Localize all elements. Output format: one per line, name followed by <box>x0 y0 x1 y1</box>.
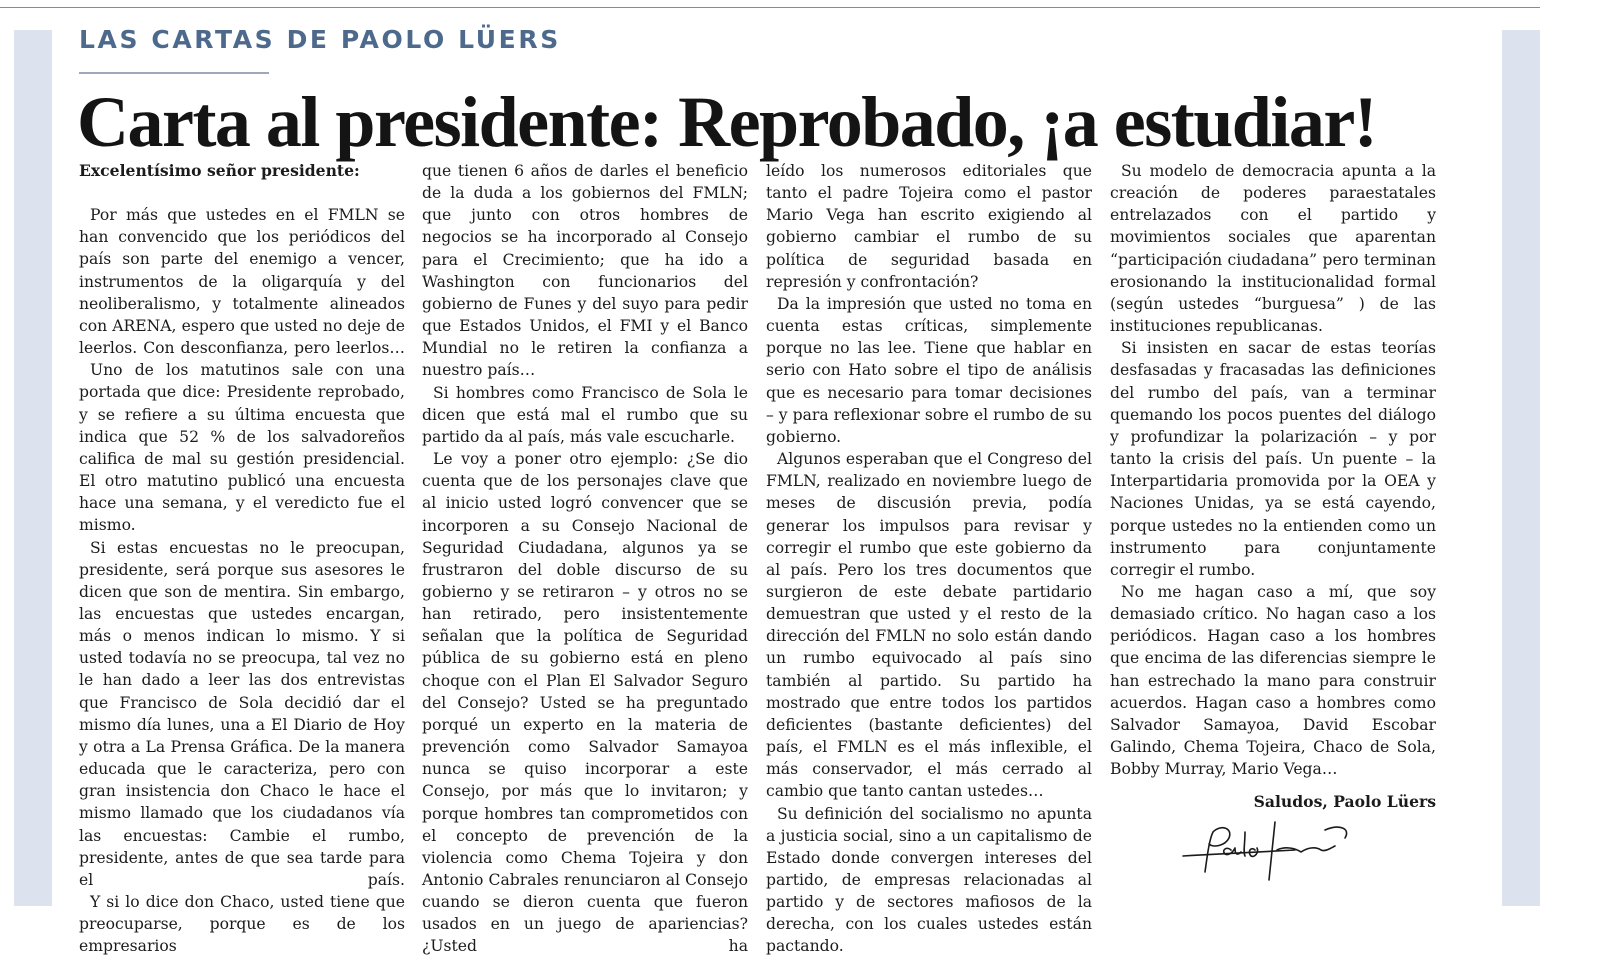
paragraph: Da la impresión que usted no toma en cuenta estas críticas, simplemente porque no las lee. Tiene que hablar en serio con Hato sobre el tipo de análisis que es necesario para tomar decisiones – y para reflexionar sobre el rumbo de su gobierno. <box>766 294 1092 446</box>
section-kicker: LAS CARTAS DE PAOLO LÜERS <box>79 25 561 54</box>
signoff: Saludos, Paolo Lüers <box>1253 792 1436 812</box>
paragraph: Si insisten en sacar de estas teorías desfasadas y fracasadas las definiciones del rumbo del país, van a terminar quemando los pocos puentes del diálogo y profundizar la polarización – y por tanto la crisis del país. Un puente – la Interpartidaria promovida por la OEA y Naciones Unidas, ya se está cayendo, porque ustedes no la entienden como un instrumento para conjuntamente corregir el rumbo. <box>1110 339 1436 579</box>
right-margin-bar <box>1502 30 1540 906</box>
paragraph: Su definición del socialismo no apunta a justicia social, sino a un capitalismo de Estado donde convergen intereses del partido, de empresas relacionadas al partido y de sectores mafiosos de la derecha, con los cuales ustedes están pactando. <box>766 804 1092 956</box>
salutation: Excelentísimo señor presidente: <box>79 161 360 180</box>
paragraph: Uno de los matutinos sale con una portada que dice: Presidente reprobado, y se refiere a su última encuesta que indica que 52 % de los salvadoreños califica de mal su gestión presidencial. El otro matutino publicó una encuesta hace una semana, y el veredicto fue el mismo. <box>79 361 405 535</box>
paragraph: Le voy a poner otro ejemplo: ¿Se dio cuenta que de los personajes clave que al inicio usted logró convencer que se incorporen a su Consejo Nacional de Seguridad Ciudadana, algunos ya se frustraron del doble discurso de su gobierno y se retiraron – y otros no se han retirado, pero insistentemente señalan que la política de Seguridad pública de su gobierno está en pleno choque con el Plan El Salvador Seguro del Consejo? Usted se ha preguntado porqué un experto en la materia de prevención como Salvador Samayoa nunca se quiso incorporar a este Consejo, por más que lo invitaron; y porque hombres tan comprometidos con el concepto de prevención de la violencia como Chema Tojeira y don Antonio Cabrales renunciaron al Consejo cuando se dieron cuenta que fueron usados en un juego de apariencias? ¿Usted ha <box>422 450 748 956</box>
paragraph: Si hombres como Francisco de Sola le dicen que está mal el rumbo que su partido da al país, más vale escucharle. <box>422 383 748 446</box>
handwritten-signature <box>1175 810 1365 890</box>
top-rule <box>0 7 1540 8</box>
article-headline: Carta al presidente: Reprobado, ¡a estudiar! <box>77 82 1377 162</box>
article-column-4 <box>1110 160 1436 814</box>
paragraph: que tienen 6 años de darles el beneficio de la duda a los gobiernos del FMLN; que junto con otros hombres de negocios se ha incorporado al Consejo para el Crecimiento; que ha ido a Washington con funcionarios del gobierno de Funes y del suyo para pedir que Estados Unidos, el FMI y el Banco Mundial no le retiren la confianza a nuestro país… <box>422 162 748 380</box>
paragraph: Su modelo de democracia apunta a la creación de poderes paraestatales entrelazados con el partido y movimientos sociales que aparentan “participación ciudadana” pero terminan erosionando la institucionalidad formal (según ustedes “burguesa” ) de las instituciones republicanas. <box>1110 162 1436 336</box>
paragraph: Algunos esperaban que el Congreso del FMLN, realizado en noviembre luego de meses de discusión previa, podía generar los impulsos para revisar y corregir el rumbo que este gobierno da al país. Pero los tres documentos que surgieron de este debate partidario demuestran que usted y el resto de la dirección del FMLN no solo están dando un rumbo equivocado al país sino también al partido. Su partido ha mostrado que entre todos los partidos deficientes (bastante deficientes) del país, el FMLN es el más inflexible, el más conservador, el más cerrado al cambio que tanto cantan ustedes… <box>766 450 1092 801</box>
paragraph: leído los numerosos editoriales que tanto el padre Tojeira como el pastor Mario Vega han escrito exigiendo al gobierno cambiar el rumbo de su política de seguridad basada en represión y confrontación? <box>766 162 1092 291</box>
paragraph: Por más que ustedes en el FMLN se han convencido que los periódicos del país son parte del enemigo a vencer, instrumentos de la oligarquía y del neoliberalismo, y totalmente alineados con ARENA, espero que usted no deje de leerlos. Con desconfianza, pero leerlos… <box>79 206 405 358</box>
paragraph: No me hagan caso a mí, que soy demasiado crítico. No hagan caso a los periódicos. Hagan caso a los hombres que encima de las diferencias siempre le han estrechado la mano para construir acuerdos. Hagan caso a hombres como Salvador Samayoa, David Escobar Galindo, Chema Tojeira, Chaco de Sola, Bobby Murray, Mario Vega… <box>1110 582 1436 779</box>
left-margin-bar <box>14 30 52 906</box>
article-column-2 <box>422 160 748 958</box>
paragraph: Si estas encuestas no le preocupan, presidente, será porque sus asesores le dicen que son de mentira. Sin embargo, las encuestas que ustedes encargan, más o menos indican lo mismo. Y si usted todavía no se preocupa, tal vez no le han dado a leer las dos entrevistas que Francisco de Sola decidió dar el mismo día lunes, una a El Diario de Hoy y otra a La Prensa Gráfica. De la manera educada que le caracteriza, pero con gran insistencia don Chaco le hace el mismo llamado que los ciudadanos vía las encuestas: Cambie el rumbo, presidente, antes de que sea tarde para el país. <box>79 538 405 889</box>
kicker-rule <box>79 72 269 74</box>
article-column-3 <box>766 160 1092 958</box>
article-column-1 <box>79 160 405 957</box>
paragraph: Y si lo dice don Chaco, usted tiene que preocuparse, porque es de los empresarios <box>79 893 405 956</box>
